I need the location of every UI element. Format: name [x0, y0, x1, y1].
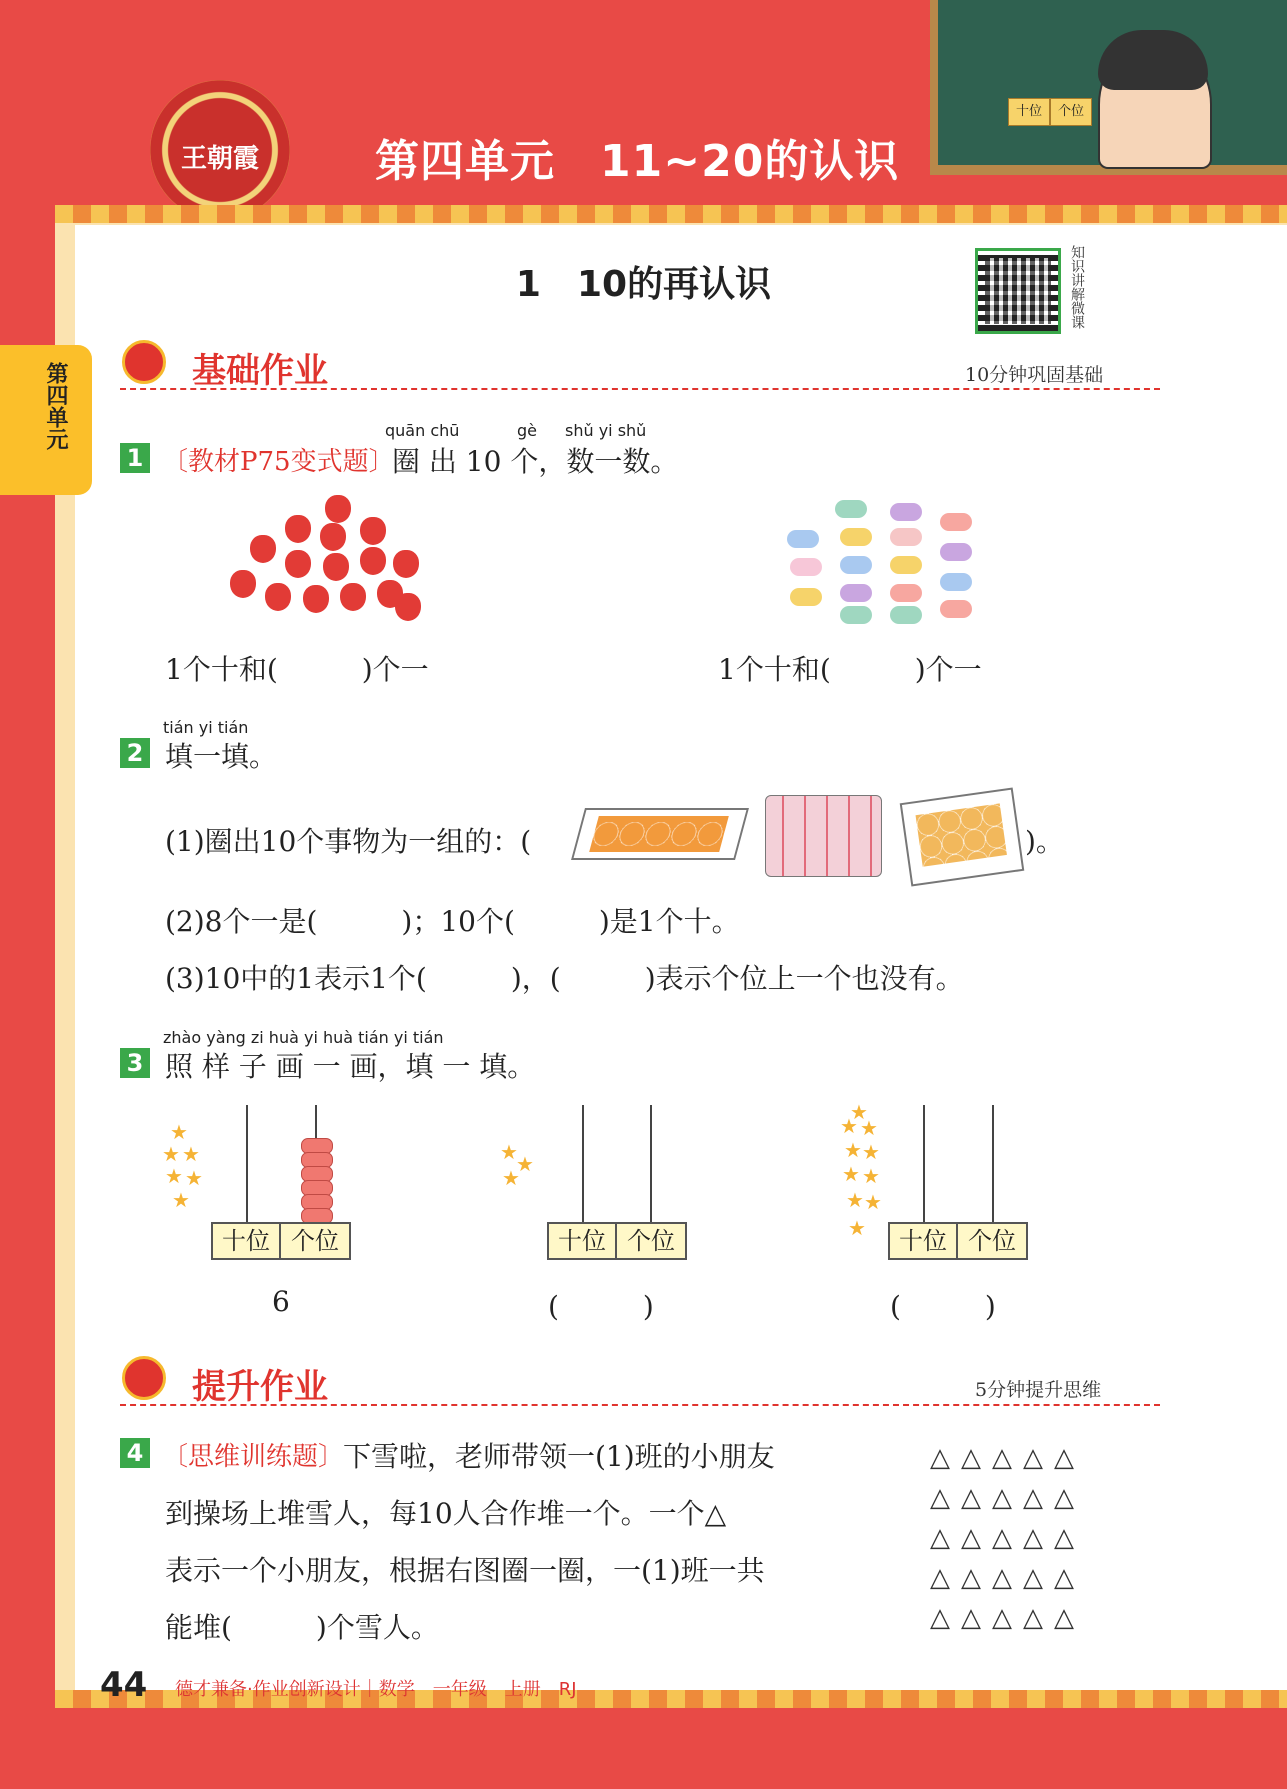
chalkboard [930, 0, 1287, 175]
place-tens-3: 十位 [888, 1222, 958, 1260]
bottles-image[interactable] [765, 795, 882, 877]
bulb-icon [122, 1356, 166, 1400]
stars-group-2: ★ ★ ★ [500, 1140, 534, 1190]
eggs-tray-image[interactable] [571, 808, 749, 860]
page-number: 44 [100, 1665, 148, 1705]
q4-tag: 〔思维训练题〕 [162, 1442, 345, 1472]
q3-pinyin: zhào yàng zi huà yi huà tián yi tián [163, 1028, 444, 1047]
q1-text: 圈 出 10 个，数一数。 [392, 445, 679, 478]
q4-line3: 表示一个小朋友，根据右图圈一圈，一(1)班一共 [165, 1554, 765, 1587]
q1-pinyin-2: gè [517, 421, 537, 440]
board-ones-label: 个位 [1050, 98, 1092, 126]
q3-answer-2[interactable]: ( ) [548, 1290, 654, 1323]
q3-answer-3[interactable]: ( ) [890, 1290, 996, 1323]
place-ones-2: 个位 [615, 1222, 687, 1260]
ones-beads [301, 1138, 333, 1224]
section-title-advanced: 提升作业 [192, 1367, 328, 1407]
q1-pinyin-3: shǔ yi shǔ [565, 421, 647, 440]
ones-rod [650, 1105, 652, 1223]
triangle-grid[interactable] [930, 1438, 1100, 1638]
place-ones-3: 个位 [956, 1222, 1028, 1260]
q1-answer-right: 1个十和( )个一 [718, 653, 982, 686]
section-subtitle-advanced: 5分钟提升思维 [975, 1379, 1102, 1401]
triangle-row: △△△△△ [930, 1483, 1085, 1513]
bulb-icon [122, 340, 166, 384]
q2-part3: (3)10中的1表示1个( )，( )表示个位上一个也没有。 [165, 962, 964, 995]
q1-pinyin-1: quān chū [385, 421, 460, 440]
board-tens-label: 十位 [1008, 98, 1050, 126]
q1-number: 1 [120, 443, 150, 473]
stars-group-3: ★ ★ ★ ★ ★ ★ ★ ★ ★ ★ [840, 1100, 882, 1240]
brand-logo [150, 80, 290, 220]
triangle-row: △△△△△ [930, 1523, 1085, 1553]
triangle-row: △△△△△ [930, 1603, 1085, 1633]
section-subtitle-basic: 10分钟巩固基础 [965, 364, 1104, 386]
unit-title: 第四单元 11~20的认识 [375, 136, 900, 187]
cookies-plate-image[interactable] [900, 787, 1025, 886]
q4-line4: 能堆( )个雪人。 [165, 1611, 439, 1644]
q4-line1: 下雪啦，老师带领一(1)班的小朋友 [343, 1440, 775, 1473]
qr-label: 知识讲解微课 [1069, 245, 1085, 329]
place-tens-2: 十位 [547, 1222, 617, 1260]
stars-group-1: ★ ★ ★ ★ ★ ★ [162, 1120, 203, 1212]
triangle-row: △△△△△ [930, 1563, 1085, 1593]
q1-tag: 〔教材P75变式题〕 [162, 447, 395, 477]
teacher-hair [1098, 30, 1208, 90]
q2-text: 填一填。 [165, 740, 278, 773]
q2-number: 2 [120, 738, 150, 768]
triangle-row: △△△△△ [930, 1443, 1085, 1473]
q4-line2: 到操场上堆雪人，每10人合作堆一个。一个△ [165, 1497, 727, 1530]
section-divider [120, 1404, 1160, 1406]
tens-rod [246, 1105, 248, 1223]
place-tens-1: 十位 [211, 1222, 281, 1260]
q3-answer-1: 6 [272, 1285, 290, 1318]
place-ones-1: 个位 [279, 1222, 351, 1260]
q2-part1-end: )。 [1025, 825, 1064, 858]
q1-answer-left: 1个十和( )个一 [165, 653, 429, 686]
section-divider [120, 388, 1160, 390]
q3-text: 照 样 子 画 一 画，填 一 填。 [165, 1050, 536, 1083]
q2-part2: (2)8个一是( )；10个( )是1个十。 [165, 905, 740, 938]
tens-rod [582, 1105, 584, 1223]
q4-number: 4 [120, 1438, 150, 1468]
logo-name: 王朝霞 [180, 144, 259, 174]
qr-code-pattern [985, 258, 1051, 324]
q3-number: 3 [120, 1048, 150, 1078]
top-wave-border [55, 205, 1287, 223]
tens-rod [923, 1105, 925, 1223]
lesson-title: 1 10的再认识 [515, 264, 772, 305]
unit-side-tab-label: 第四单元 [43, 362, 68, 450]
footer-text: 德才兼备·作业创新设计｜数学 一年级 上册 RJ [175, 1679, 577, 1700]
q2-part1: (1)圈出10个事物为一组的：( [165, 825, 532, 858]
ones-rod [992, 1105, 994, 1223]
strawberries-image[interactable] [225, 495, 420, 625]
section-title-basic: 基础作业 [192, 351, 328, 391]
q2-pinyin: tián yi tián [163, 718, 249, 737]
candies-image[interactable] [785, 498, 985, 623]
